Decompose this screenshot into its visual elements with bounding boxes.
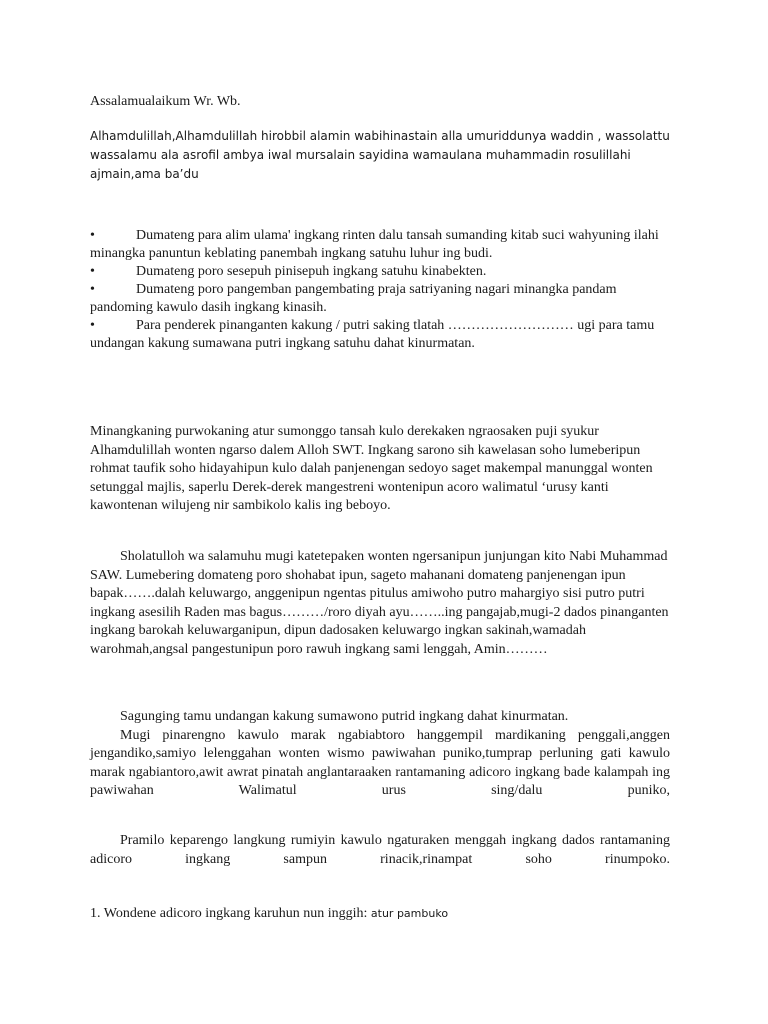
bullet-text: Dumateng poro pangemban pangembating praja satriyaning nagari minangka pandam pandoming kawulo dasih ingkang kinasih. <box>90 282 617 315</box>
bullet-item <box>90 281 670 317</box>
guests-paragraph-body: Mugi pinarengno kawulo marak ngabiabtoro hanggempil mardikaning penggali,anggen jengandiko,samiyo lelenggahan wonten wismo pawiwahan puniko,tumprap perluning gati kawulo marak ngabiantoro,awit awrat pinatah anglantaraaken rantamaning adicoro ingkang bade kalampah ing pawiwahan Walimatul urus sing/dalu puniko, <box>90 727 670 798</box>
bullet-item <box>90 263 670 281</box>
bullet-item <box>90 317 670 353</box>
bullet-icon: • <box>90 228 95 243</box>
guests-paragraph-first-line: Sagunging tamu undangan kakung sumawono putrid ingkang dahat kinurmatan. <box>120 709 569 724</box>
program-item-1-value: atur pambuko <box>370 907 449 920</box>
greeting: Assalamualaikum Wr. Wb. <box>90 94 241 109</box>
bullet-item <box>90 227 670 263</box>
bullet-list <box>90 227 670 353</box>
sholawat-paragraph: Sholatulloh wa salamuhu mugi katetepaken wonten ngersanipun junjungan kito Nabi Muhammad SAW. Lumebering domateng poro shohabat ipun, sageto mahanani domateng panjenengan ipun bapak…….dalah keluwargo, anggenipun ngentas pitulus amiwoho putro mahargiyo sisi putro putri ingkang asesilih Raden mas bagus………/roro diyah ayu……..ing pangajab,mugi-2 dados pinanganten ingkang barokah keluwarganipun, dipun dadosaken keluwargo ingkan sakinah,wamadah warohmah,angsal pangestunipun poro rawuh ingkang sami lenggah, Amin……… <box>90 549 669 657</box>
bullet-icon: • <box>90 282 95 297</box>
bullet-icon: • <box>90 318 95 333</box>
intro-arabic-paragraph: Alhamdulillah,Alhamdulillah hirobbil alamin wabihinastain alla umuriddunya waddin , wassolattu wassalamu ala asrofil ambya iwal mursalain sayidina wamaulana muhammadin rosulillahi ajmain,ama ba’du <box>90 129 670 181</box>
guests-paragraph <box>90 708 670 801</box>
opening-paragraph: Minangkaning purwokaning atur sumonggo tansah kulo derekaken ngraosaken puji syukur Alhamdulillah wonten ngarso dalem Alloh SWT. Ingkang sarono sih kawelasan soho lumeberipun rohmat taufik soho hidayahipun kulo dalah panjenengan sedoyo saget makempal manunggal wonten setunggal majlis, saperlu Derek-derek mangestreni wontenipun acoro walimatul ‘urusy kanti kawontenan wilujeng nir sambikolo kalis ing beboyo. <box>90 424 653 513</box>
bullet-text: Dumateng para alim ulama' ingkang rinten dalu tansah sumanding kitab suci wahyuning ilahi minangka panuntun keblating panembah ingkang satuhu luhur ing budi. <box>90 228 659 261</box>
program-item-1-label: 1. Wondene adicoro ingkang karuhun nun inggih: <box>90 906 368 921</box>
bullet-text: Para penderek pinanganten kakung / putri saking tlatah ……………………… ugi para tamu undangan kakung sumawana putri ingkang satuhu dahat kinurmatan. <box>90 318 655 351</box>
program-item-1 <box>90 906 448 922</box>
program-intro-paragraph: Pramilo keparengo langkung rumiyin kawulo ngaturaken menggah ingkang dados rantamaning adicoro ingkang sampun rinacik,rinampat soho rinumpoko. <box>90 833 670 867</box>
bullet-icon: • <box>90 264 95 279</box>
bullet-text: Dumateng poro sesepuh pinisepuh ingkang satuhu kinabekten. <box>136 264 487 279</box>
